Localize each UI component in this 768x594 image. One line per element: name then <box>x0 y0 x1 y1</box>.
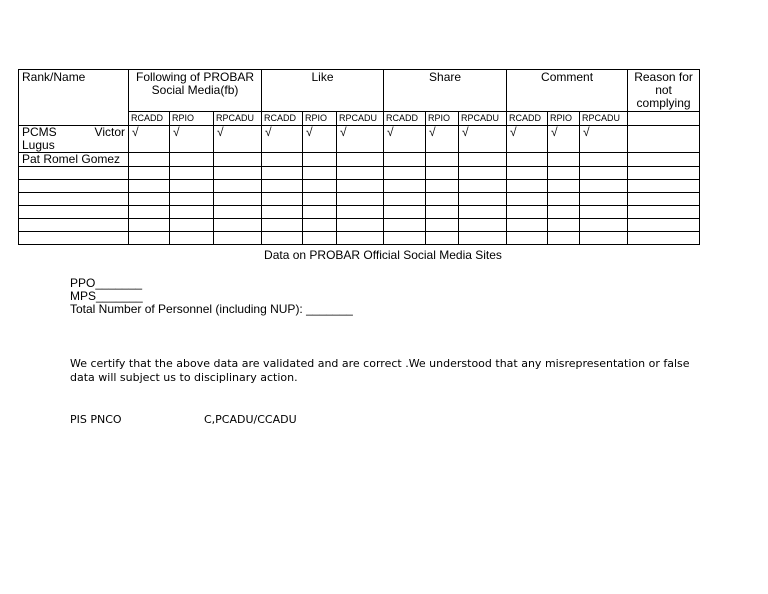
check-mark-cell <box>459 206 507 219</box>
check-mark-cell <box>337 180 384 193</box>
table-body <box>19 70 700 245</box>
check-mark-cell <box>548 153 580 167</box>
personnel-name <box>19 167 129 180</box>
subheader-cell: RPIO <box>170 112 214 126</box>
check-mark-cell <box>384 206 426 219</box>
check-mark-cell <box>214 232 262 245</box>
check-mark-cell <box>507 167 548 180</box>
table-row <box>19 219 700 232</box>
check-mark-cell <box>262 167 303 180</box>
personnel-name: Pat Romel Gomez <box>19 153 129 167</box>
reason-cell <box>628 193 700 206</box>
check-mark-cell <box>459 193 507 206</box>
check-mark-cell <box>580 180 628 193</box>
check-mark-cell: √ <box>262 126 303 153</box>
subheader-cell: RPCADU <box>459 112 507 126</box>
check-mark-cell <box>129 180 170 193</box>
check-mark-cell: √ <box>548 126 580 153</box>
subheader-cell: RPCADU <box>337 112 384 126</box>
like-header: Like <box>262 70 384 112</box>
mps-field: MPS_______ <box>70 289 143 303</box>
check-mark-cell <box>459 219 507 232</box>
check-mark-cell <box>129 232 170 245</box>
check-mark-cell <box>214 193 262 206</box>
check-mark-cell <box>384 232 426 245</box>
check-mark-cell <box>214 167 262 180</box>
check-mark-cell <box>214 206 262 219</box>
check-mark-cell <box>384 153 426 167</box>
following-header: Following of PROBAR Social Media(fb) <box>129 70 262 112</box>
check-mark-cell <box>548 180 580 193</box>
total-personnel-field: Total Number of Personnel (including NUP): _______ <box>70 302 353 316</box>
comment-header: Comment <box>507 70 628 112</box>
check-mark-cell <box>426 180 459 193</box>
check-mark-cell <box>129 153 170 167</box>
share-header: Share <box>384 70 507 112</box>
header-row <box>19 70 700 112</box>
check-mark-cell: √ <box>459 126 507 153</box>
subheader-cell: RPIO <box>548 112 580 126</box>
reason-cell <box>628 219 700 232</box>
check-mark-cell <box>303 153 337 167</box>
subheader-cell-empty <box>628 112 700 126</box>
check-mark-cell <box>303 167 337 180</box>
reason-cell <box>628 167 700 180</box>
check-mark-cell <box>580 153 628 167</box>
check-mark-cell <box>426 206 459 219</box>
personnel-name: PCMS Victor Lugus <box>19 126 129 153</box>
check-mark-cell <box>129 206 170 219</box>
check-mark-cell <box>303 219 337 232</box>
check-mark-cell: √ <box>426 126 459 153</box>
check-mark-cell <box>507 232 548 245</box>
rank-name-header: Rank/Name <box>19 70 129 126</box>
social-media-compliance-table <box>18 69 700 245</box>
check-mark-cell <box>507 193 548 206</box>
subheader-cell: RPCADU <box>214 112 262 126</box>
check-mark-cell <box>303 232 337 245</box>
check-mark-cell: √ <box>337 126 384 153</box>
check-mark-cell <box>580 206 628 219</box>
check-mark-cell <box>507 219 548 232</box>
check-mark-cell <box>303 180 337 193</box>
check-mark-cell <box>214 153 262 167</box>
check-mark-cell: √ <box>384 126 426 153</box>
ppo-field: PPO_______ <box>70 276 143 290</box>
check-mark-cell <box>459 180 507 193</box>
check-mark-cell <box>384 219 426 232</box>
check-mark-cell <box>129 167 170 180</box>
check-mark-cell <box>129 193 170 206</box>
subheader-cell: RCADD <box>129 112 170 126</box>
check-mark-cell <box>170 193 214 206</box>
personnel-name <box>19 219 129 232</box>
check-mark-cell <box>303 206 337 219</box>
check-mark-cell <box>384 193 426 206</box>
check-mark-cell <box>426 167 459 180</box>
check-mark-cell <box>548 219 580 232</box>
check-mark-cell <box>548 206 580 219</box>
check-mark-cell <box>548 232 580 245</box>
check-mark-cell <box>507 153 548 167</box>
table-caption: Data on PROBAR Official Social Media Sites <box>264 248 502 262</box>
signatory-c-pcadu: C,PCADU/CCADU <box>204 413 297 426</box>
check-mark-cell <box>262 219 303 232</box>
reason-cell <box>628 153 700 167</box>
check-mark-cell <box>262 206 303 219</box>
check-mark-cell <box>426 153 459 167</box>
table-row <box>19 126 700 153</box>
check-mark-cell <box>507 180 548 193</box>
check-mark-cell <box>459 167 507 180</box>
check-mark-cell: √ <box>580 126 628 153</box>
reason-cell <box>628 206 700 219</box>
check-mark-cell <box>580 219 628 232</box>
check-mark-cell <box>426 219 459 232</box>
check-mark-cell: √ <box>129 126 170 153</box>
check-mark-cell <box>459 232 507 245</box>
check-mark-cell <box>580 232 628 245</box>
check-mark-cell <box>214 219 262 232</box>
signatory-pis-pnco: PIS PNCO <box>70 413 122 426</box>
check-mark-cell <box>337 206 384 219</box>
check-mark-cell <box>337 153 384 167</box>
check-mark-cell <box>262 193 303 206</box>
check-mark-cell: √ <box>507 126 548 153</box>
check-mark-cell <box>580 167 628 180</box>
personnel-name <box>19 180 129 193</box>
check-mark-cell <box>426 193 459 206</box>
subheader-cell: RCADD <box>384 112 426 126</box>
check-mark-cell <box>337 193 384 206</box>
reason-cell <box>628 126 700 153</box>
table-row <box>19 167 700 180</box>
check-mark-cell <box>548 167 580 180</box>
check-mark-cell <box>129 219 170 232</box>
check-mark-cell: √ <box>214 126 262 153</box>
subheader-cell: RPIO <box>426 112 459 126</box>
check-mark-cell <box>384 167 426 180</box>
subheader-cell: RCADD <box>262 112 303 126</box>
check-mark-cell <box>170 167 214 180</box>
personnel-name <box>19 193 129 206</box>
check-mark-cell <box>580 193 628 206</box>
reason-header: Reason for not complying <box>628 70 700 112</box>
check-mark-cell <box>262 153 303 167</box>
personnel-name <box>19 232 129 245</box>
check-mark-cell <box>337 219 384 232</box>
check-mark-cell <box>548 193 580 206</box>
check-mark-cell: √ <box>170 126 214 153</box>
check-mark-cell <box>170 232 214 245</box>
subheader-cell: RCADD <box>507 112 548 126</box>
check-mark-cell <box>507 206 548 219</box>
personnel-name <box>19 206 129 219</box>
check-mark-cell <box>303 193 337 206</box>
check-mark-cell <box>459 153 507 167</box>
reason-cell <box>628 180 700 193</box>
check-mark-cell <box>337 232 384 245</box>
check-mark-cell <box>170 180 214 193</box>
check-mark-cell <box>337 167 384 180</box>
table-row <box>19 206 700 219</box>
check-mark-cell <box>170 206 214 219</box>
check-mark-cell <box>384 180 426 193</box>
check-mark-cell <box>426 232 459 245</box>
check-mark-cell <box>170 153 214 167</box>
check-mark-cell <box>170 219 214 232</box>
table-row <box>19 232 700 245</box>
certification-statement: We certify that the above data are validated and are correct .We understood that any misrepresentation or false data will subject us to disciplinary action. <box>70 357 690 384</box>
table-row <box>19 180 700 193</box>
check-mark-cell: √ <box>303 126 337 153</box>
reason-cell <box>628 232 700 245</box>
subheader-cell: RPCADU <box>580 112 628 126</box>
subheader-cell: RPIO <box>303 112 337 126</box>
check-mark-cell <box>214 180 262 193</box>
check-mark-cell <box>262 180 303 193</box>
table-row <box>19 193 700 206</box>
check-mark-cell <box>262 232 303 245</box>
table-row <box>19 153 700 167</box>
